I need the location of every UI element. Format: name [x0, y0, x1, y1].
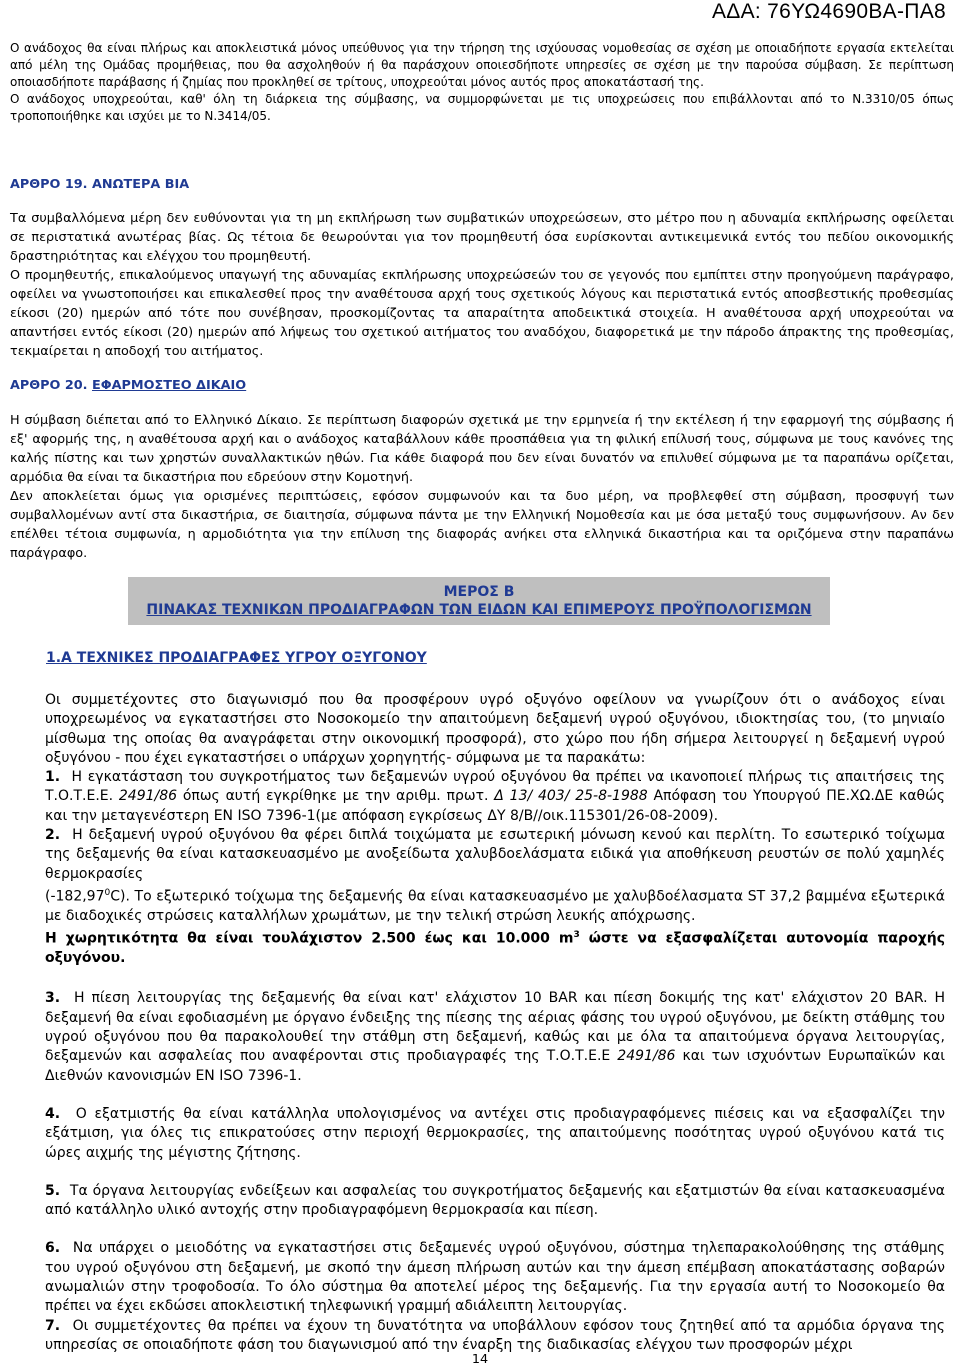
article-19-name: ΑΝΩΤΕΡΑ ΒΙΑ	[92, 177, 190, 192]
article-19-title	[10, 176, 954, 194]
item-4	[45, 1105, 945, 1163]
ada-code: ΑΔΑ: 76ΥΩ4690ΒΑ-ΠΑ8	[711, 0, 946, 23]
intro-paragraph-1: Ο ανάδοχος θα είναι πλήρως και αποκλειστικά μόνος υπεύθυνος για την τήρηση της ισχύουσας νομοθεσίας σε σχέση με οποιαδήποτε εργασία εκτελείται από μέλη της Ομάδας προμήθειας, που θα ασχοληθούν ή θα παράσχουν οποιεσδήποτε υπηρεσίες σε σχέση με την παρούσα σύμβαση. Σε περίπτωση οποιασδήποτε παράβασης ή ζημίας που προκληθεί σε τρίτους, υποχρεούται μόνος αυτός προς αποκατάστασή της.	[10, 41, 954, 89]
page-number: 14	[471, 1352, 489, 1367]
cubic-sup: 3	[573, 930, 580, 941]
section-1a-body	[45, 691, 945, 1355]
item-3-text-b: και των ισχυόντων Ευρωπαϊκών και Διεθνών κανονισμών EN ISO 7396-1.	[45, 1048, 945, 1084]
article-20-title	[10, 377, 954, 395]
item-5	[45, 1182, 945, 1221]
part-b-line-2: ΠΙΝΑΚΑΣ ΤΕΧΝΙΚΩΝ ΠΡΟΔΙΑΓΡΑΦΩΝ ΤΩΝ ΕΙΔΩΝ ΚΑΙ ΕΠΙΜΕΡΟΥΣ ΠΡΟΫΠΟΛΟΓΙΣΜΩΝ	[146, 602, 812, 618]
capacity-text: Η χωρητικότητα θα είναι τουλάχιστον 2.500 έως και 10.000 m	[45, 930, 574, 947]
article-20	[10, 377, 954, 563]
item-1-text-c: Απόφαση του Υπουργού ΠΕ.ΧΩ.ΔΕ καθώς και την μεταγενέστερη EN ISO 7396-1(με απόφαση εγκρίσεως ΔΥ 8/Β//οικ.115301/26-08-2009).	[45, 788, 946, 824]
item-4-text: Ο εξατμιστής θα είναι κατάλληλα υπολογισμένος να αντέχει στις προδιαγραφόμενες πιέσεις και να εξασφαλίζει την εξάτμιση, για όλες τις επικρατούσες στην περιοχή θερμοκρασίες, της απαιτούμενης ποσότητας υγρού οξυγόνου κατά τις ώρες αιχμής της μέγιστης ζήτησης.	[45, 1105, 945, 1161]
article-19-number: ΑΡΘΡΟ 19.	[10, 177, 92, 192]
section-1a-title: 1.Α ΤΕΧΝΙΚΕΣ ΠΡΟΔΙΑΓΡΑΦΕΣ ΥΓΡΟΥ ΟΞΥΓΟΝΟΥ	[46, 650, 427, 666]
item-3-text-a: Η πίεση λειτουργίας της δεξαμενής θα είναι κατ' ελάχιστον 10 BAR και πίεση δοκιμής της κατ' ελάχιστον 20 BAR. Η δεξαμενή θα είναι εφοδιασμένη με όργανο ένδειξης της πίεσης της αέριας φάσης του υγρού οξυγόνου, με δείκτη στάθμης του υγρού οξυγόνου που θα παρακολουθεί την στάθμη στη δεξαμενή, καθώς και με όλα τα απαιτούμενα όργανα λειτουργίας, δεξαμενών και ασφαλείας που αναφέρονται στις προδιαγραφές της Τ.Ο.Τ.Ε.Ε	[45, 990, 945, 1065]
item-2-continued	[45, 884, 945, 926]
capacity-text-2: ώστε να εξασφαλίζεται αυτονομία παροχής οξυγόνου.	[45, 930, 945, 967]
item-2	[45, 826, 945, 884]
item-3-ref: 2491/86	[617, 1048, 676, 1065]
article-19-paragraph-1: Τα συμβαλλόμενα μέρη δεν ευθύνονται για τη μη εκπλήρωση των συμβατικών υποχρεώσεων, στο μέτρο που η αδυναμία εκπλήρωσης οφείλεται σε περιστατικά ανωτέρας βίας. Ως τέτοια δε θεωρούνται για τον προμηθευτή όσα ευρίσκονται αντικειμενικά εντός του πεδίου οικονομικής δραστηριότητας και ελέγχου του προμηθευτή.	[10, 211, 954, 264]
article-20-paragraph-2: Δεν αποκλείεται όμως για ορισμένες περιπτώσεις, εφόσον συμφωνούν και τα δυο μέρη, να προβλεφθεί στη σύμβαση, προσφυγή των συμβαλλομένων αντί στα δικαστήρια, σε διαιτησία, σύμφωνα πάντα με την Ελληνική Νομοθεσία και με όσα μεταξύ τους συμφωνήσουν. Αν δεν επέλθει τέτοια συμφωνία, η αρμοδιότητα για την επίλυση της διαφοράς ανήκει στα ελληνικά δικαστήρια και τα οριζόμενα στην παραπάνω παράγραφο.	[10, 489, 954, 561]
item-2-capacity	[45, 926, 945, 968]
article-19-paragraph-2: Ο προμηθευτής, επικαλούμενος υπαγωγή της αδυναμίας εκπλήρωσης υποχρεώσεών του σε γεγονός που εμπίπτει στην προηγούμενη παράγραφο, οφείλει να γνωστοποιήσει και επικαλεσθεί προς την αναθέτουσα αρχή τους σχετικούς λόγους και περιστατικά εντός αποσβεστικής προθεσμίας είκοσι (20) ημερών από τότε που συνέβησαν, προσκομίζοντας τα απαραίτητα αποδεικτικά στοιχεία. Η αναθέτουσα αρχή υποχρεούται να απαντήσει εντός είκοσι (20) ημερών από λήψεως του σχετικού αιτήματος του αναδόχου, διαφορετικά με την πάροδο άπρακτης της προθεσμίας, τεκμαίρεται η αποδοχή του αιτήματος.	[10, 268, 954, 359]
item-5-number: 5.	[45, 1182, 61, 1199]
item-5-text: Τα όργανα λειτουργίας ενδείξεων και ασφαλείας του συγκροτήματος δεξαμενής και εξατμιστών θα είναι κατασκευασμένα από κατάλληλο υλικό αντοχής στην προδιαγραφόμενη θερμοκρασία και πίεση.	[45, 1182, 945, 1219]
intro-block	[10, 40, 954, 125]
item-3-number: 3.	[45, 990, 61, 1007]
item-6-text: Να υπάρχει ο μειοδότης να εγκαταστήσει στις δεξαμενές υγρού οξυγόνου, σύστημα τηλεπαρακολούθησης της στάθμης του υγρού οξυγόνου στη δεξαμενή, με σκοπό την άμεση πλήρωση αυτών και την άμεση επέμβαση αποκατάστασης σοβαρών ανωμαλιών στην τροφοδοσία. Το όλο σύστημα θα αποτελεί μέρος της δεξαμενής. Για την εργασία αυτή το Νοσοκομείο θα πρέπει να έχει εκδώσει αποκλειστική τηλεφωνική γραμμή αδιάλειπτη λειτουργίας.	[45, 1240, 946, 1315]
item-1-ref-2: Δ 13/ 403/ 25-8-1988	[494, 788, 648, 805]
item-7-number: 7.	[45, 1317, 61, 1334]
article-20-paragraph-1: Η σύμβαση διέπεται από το Ελληνικό Δίκαιο. Σε περίπτωση διαφορών σχετικά με την ερμηνεία ή την εκτέλεση ή την εφαρμογή της σύμβασης ή εξ' αφορμής της, η αναθέτουσα αρχή και ο ανάδοχος καταβάλλουν κάθε προσπάθεια για τη φιλική επίλυσή τους, σύμφωνα με τους κανόνες της καλής πίστης και των χρηστών συναλλακτικών ηθών. Για κάθε διαφορά που δεν είναι δυνατόν να επιλυθεί σύμφωνα με τα παραπάνω ορίζεται, αρμόδια θα είναι τα δικαστήρια που εδρεύουν στην Κομοτηνή.	[10, 413, 954, 485]
item-1-text-b: όπως αυτή εγκρίθηκε με την αριθμ. πρωτ.	[177, 788, 495, 805]
item-2-text-a: Η δεξαμενή υγρού οξυγόνου θα φέρει διπλά τοιχώματα με εσωτερική μόνωση κενού και περλίτη. Το εσωτερικό τοίχωμα της δεξαμενής θα είναι κατασκευασμένο με ανοξείδωτα χαλυβδοελάσματα ειδικά για αποθήκευση ρευστών σε πολύ χαμηλές θερμοκρασίες	[45, 827, 945, 882]
item-3	[45, 989, 945, 1085]
item-7	[45, 1317, 945, 1356]
section-1a-intro: Οι συμμετέχοντες στο διαγωνισμό που θα προσφέρουν υγρό οξυγόνο οφείλουν να γνωρίζουν ότι ο ανάδοχος είναι υποχρεωμένος να εγκαταστήσει στο Νοσοκομείο την απαιτούμενη δεξαμενή υγρού οξυγόνου, ιδιοκτησίας του, (το μηνιαίο μίσθωμα της οποίας θα αναγράφεται στην οικονομική προσφορά), στο χώρο που ήδη σήμερα λειτουργεί η δεξαμενή υγρού οξυγόνου - που έχει εγκαταστήσει ο υπάρχων χορηγητής- σύμφωνα με τα παρακάτω:	[45, 692, 945, 766]
degree-sup: 0	[104, 887, 111, 898]
item-6-number: 6.	[45, 1240, 61, 1257]
item-4-number: 4.	[45, 1105, 61, 1122]
item-2-temp: (-182,97	[45, 888, 105, 905]
intro-paragraph-2: Ο ανάδοχος υποχρεούται, καθ' όλη τη διάρκεια της σύμβασης, να συμμορφώνεται με τις υποχρεώσεις που επιβάλλονται από το Ν.3310/05 όπως τροποποιήθηκε και ισχύει με το Ν.3414/05.	[10, 92, 954, 123]
article-20-name: ΕΦΑΡΜΟΣΤΕΟ ΔΙΚΑΙΟ	[92, 378, 247, 393]
part-b-line-1: ΜΕΡΟΣ Β	[443, 584, 515, 600]
item-1-number: 1.	[45, 769, 61, 786]
article-19	[10, 176, 954, 361]
part-b-title-box	[128, 577, 830, 625]
item-1	[45, 768, 945, 826]
item-1-text-a: Η εγκατάσταση του συγκροτήματος των δεξαμενών υγρού οξυγόνου θα πρέπει να ικανοποιεί πλήρως τις απαιτήσεις της Τ.Ο.Τ.Ε.Ε.	[45, 769, 946, 805]
item-7-text: Οι συμμετέχοντες θα πρέπει να έχουν τη δυνατότητα να υποβάλλουν εφόσον τους ζητηθεί από τα αρμόδια όργανα της υπηρεσίας σε οποιαδήποτε φάση του διαγωνισμού από την έναρξη της διαδικασίας ελέγχου των προσφορών μέχρι	[45, 1317, 946, 1353]
item-1-ref-1: 2491/86	[118, 788, 178, 805]
item-2-text-b: C). Το εξωτερικό τοίχωμα της δεξαμενής θα είναι κατασκευασμένο με χαλυβδοέλασματα ST 37,2 βαμμένα εξωτερικά με διαδοχικές στρώσεις καταλλήλων χρωμάτων, με την τελική στρώση λευκής απόχρωσης.	[45, 888, 945, 924]
item-6	[45, 1239, 945, 1316]
article-20-number: ΑΡΘΡΟ 20.	[10, 378, 92, 393]
item-2-number: 2.	[45, 827, 61, 844]
